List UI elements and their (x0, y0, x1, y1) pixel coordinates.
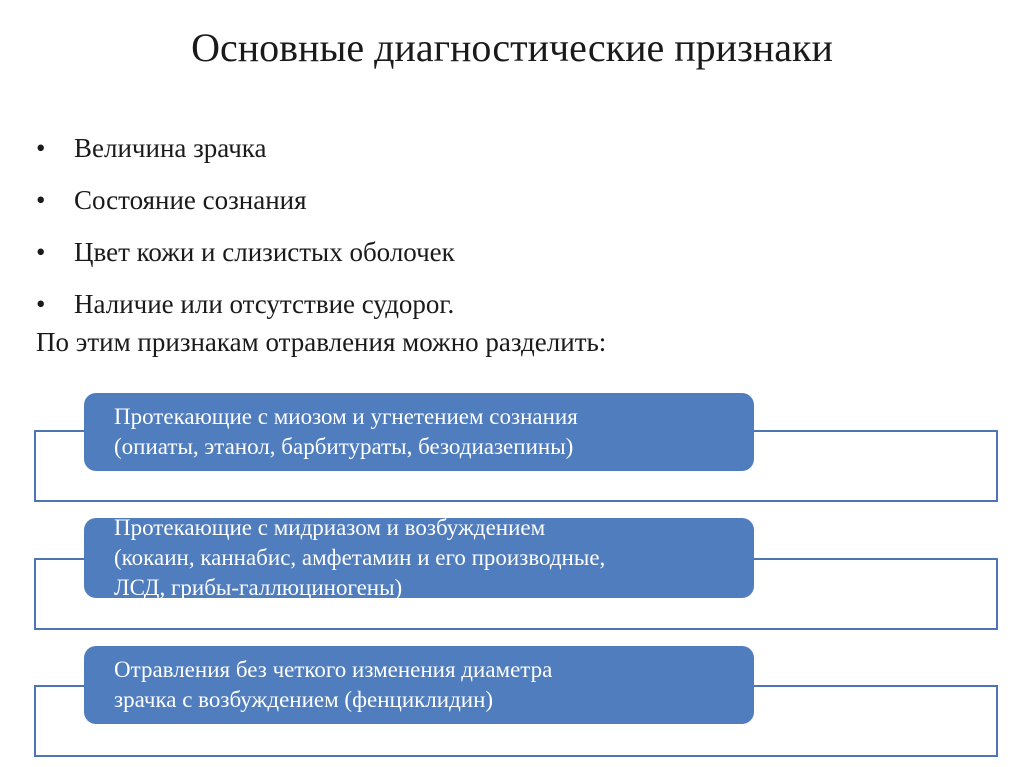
bullet-icon: • (36, 185, 46, 215)
bullet-icon: • (36, 289, 46, 319)
group-box-line: (опиаты, этанол, барбитураты, безодиазепины) (114, 434, 574, 459)
list-item-text: Наличие или отсутствие судорог. (74, 289, 455, 319)
bullet-icon: • (36, 237, 46, 267)
list-item-text: Цвет кожи и слизистых оболочек (74, 237, 455, 267)
group-box-line: (кокаин, каннабис, амфетамин и его производные, (114, 545, 606, 570)
bullet-icon: • (36, 133, 46, 163)
group-box-line: Отравления без четкого изменения диаметра (114, 657, 553, 682)
group-box-miosis (84, 393, 754, 471)
list-item (36, 228, 455, 280)
group-box-line: ЛСД, грибы-галлюциногены) (114, 575, 403, 600)
list-item (36, 176, 455, 228)
group-box-no-pupil-change (84, 646, 754, 724)
group-box-line: Протекающие с мидриазом и возбуждением (114, 515, 546, 540)
group-box-line: зрачка с возбуждением (фенциклидин) (114, 687, 494, 712)
intro-text: По этим признакам отравления можно разделить: (36, 327, 607, 357)
list-item-text: Состояние сознания (74, 185, 307, 215)
group-box-mydriasis (84, 515, 754, 600)
diagnostic-signs-list (36, 124, 455, 332)
list-item-text: Величина зрачка (74, 133, 267, 163)
group-box-line: Протекающие с миозом и угнетением сознания (114, 404, 578, 429)
list-item (36, 124, 455, 176)
slide-title: Основные диагностические признаки (191, 25, 833, 70)
